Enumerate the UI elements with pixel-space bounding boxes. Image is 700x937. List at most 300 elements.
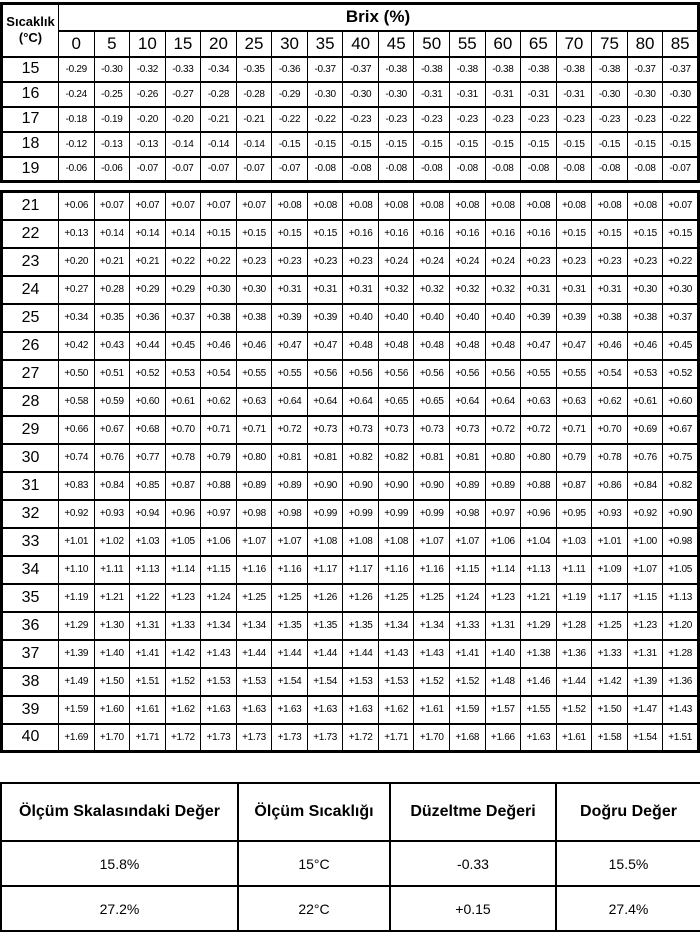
correction-value-cell: -0.30 (627, 82, 663, 107)
correction-value-cell: +1.46 (521, 668, 557, 696)
table-row (2, 556, 699, 584)
correction-value-cell: -0.28 (236, 82, 272, 107)
correction-value-cell: +1.40 (485, 640, 521, 668)
brix-correction-table-lower (0, 190, 700, 753)
correction-value-cell: +1.23 (627, 612, 663, 640)
correction-value-cell: +0.81 (450, 444, 486, 472)
temperature-cell: 27 (2, 360, 59, 388)
correction-value-cell: +1.25 (592, 612, 628, 640)
correction-value-cell: +0.66 (59, 416, 95, 444)
correction-value-cell: +1.49 (59, 668, 95, 696)
correction-value-cell: +0.55 (236, 360, 272, 388)
summary-column-header: Doğru Değer (556, 783, 700, 841)
correction-value-cell: +0.23 (521, 248, 557, 276)
correction-value-cell: +0.38 (201, 304, 237, 332)
correction-value-cell: +1.68 (450, 724, 486, 752)
correction-value-cell: +1.44 (236, 640, 272, 668)
temperature-column-header (2, 4, 59, 57)
correction-value-cell: +0.45 (663, 332, 699, 360)
correction-value-cell: +0.15 (307, 220, 343, 248)
summary-value-cell: 27.2% (1, 886, 238, 931)
correction-value-cell: -0.14 (165, 132, 201, 157)
correction-value-cell: +1.07 (414, 528, 450, 556)
table-row (2, 612, 699, 640)
correction-value-cell: +1.33 (592, 640, 628, 668)
temperature-header-line2: (°C) (18, 30, 43, 46)
summary-column-header: Ölçüm Skalasındaki Değer (1, 783, 238, 841)
correction-value-cell: +0.93 (592, 500, 628, 528)
correction-value-cell: -0.23 (343, 107, 379, 132)
correction-value-cell: +1.11 (556, 556, 592, 584)
correction-value-cell: +1.17 (343, 556, 379, 584)
correction-value-cell: -0.23 (450, 107, 486, 132)
correction-value-cell: -0.15 (556, 132, 592, 157)
correction-value-cell: -0.38 (592, 57, 628, 82)
correction-value-cell: +0.46 (627, 332, 663, 360)
correction-value-cell: +1.23 (485, 584, 521, 612)
correction-value-cell: +0.55 (556, 360, 592, 388)
correction-value-cell: -0.22 (663, 107, 699, 132)
correction-value-cell: +0.31 (272, 276, 308, 304)
temperature-cell: 17 (2, 107, 59, 132)
correction-value-cell: +1.73 (201, 724, 237, 752)
correction-value-cell: +0.79 (201, 444, 237, 472)
correction-value-cell: -0.33 (165, 57, 201, 82)
correction-value-cell: +1.07 (627, 556, 663, 584)
correction-value-cell: +0.47 (272, 332, 308, 360)
correction-value-cell: +0.93 (94, 500, 130, 528)
correction-value-cell: -0.31 (450, 82, 486, 107)
correction-value-cell: +1.71 (378, 724, 414, 752)
correction-value-cell: +1.34 (236, 612, 272, 640)
correction-value-cell: +0.48 (485, 332, 521, 360)
correction-value-cell: -0.15 (450, 132, 486, 157)
correction-value-cell: -0.31 (556, 82, 592, 107)
correction-value-cell: +0.31 (556, 276, 592, 304)
correction-value-cell: +1.34 (378, 612, 414, 640)
correction-value-cell: +0.89 (272, 472, 308, 500)
correction-value-cell: -0.13 (130, 132, 166, 157)
correction-value-cell: -0.15 (521, 132, 557, 157)
correction-value-cell: +1.24 (450, 584, 486, 612)
correction-value-cell: +0.48 (414, 332, 450, 360)
correction-value-cell: +1.20 (663, 612, 699, 640)
correction-value-cell: +0.76 (627, 444, 663, 472)
correction-value-cell: +0.31 (307, 276, 343, 304)
correction-value-cell: +1.31 (130, 612, 166, 640)
correction-value-cell: +1.71 (130, 724, 166, 752)
correction-value-cell: +0.07 (165, 192, 201, 220)
correction-value-cell: +0.82 (663, 472, 699, 500)
summary-value-cell: 15°C (238, 841, 390, 886)
correction-value-cell: +0.08 (272, 192, 308, 220)
table-row (2, 82, 699, 107)
correction-value-cell: +1.55 (521, 696, 557, 724)
brix-column-header: 20 (201, 31, 237, 57)
correction-value-cell: +0.89 (236, 472, 272, 500)
correction-value-cell: +0.46 (236, 332, 272, 360)
correction-value-cell: +0.60 (663, 388, 699, 416)
correction-value-cell: +0.27 (59, 276, 95, 304)
correction-value-cell: +0.70 (592, 416, 628, 444)
correction-value-cell: +0.32 (450, 276, 486, 304)
correction-value-cell: +1.16 (272, 556, 308, 584)
correction-value-cell: +0.24 (414, 248, 450, 276)
correction-value-cell: +1.51 (663, 724, 699, 752)
correction-value-cell: +0.89 (485, 472, 521, 500)
correction-value-cell: +1.63 (307, 696, 343, 724)
correction-value-cell: +1.35 (272, 612, 308, 640)
correction-value-cell: -0.07 (165, 157, 201, 182)
correction-value-cell: -0.38 (556, 57, 592, 82)
correction-value-cell: +0.16 (378, 220, 414, 248)
table-row (2, 444, 699, 472)
correction-value-cell: +0.07 (663, 192, 699, 220)
table-header-row (2, 4, 699, 31)
correction-value-cell: +0.15 (627, 220, 663, 248)
summary-value-cell: 15.5% (556, 841, 700, 886)
correction-value-cell: +0.16 (450, 220, 486, 248)
correction-value-cell: +1.25 (378, 584, 414, 612)
correction-value-cell: +1.39 (59, 640, 95, 668)
correction-value-cell: -0.37 (663, 57, 699, 82)
table-row (2, 192, 699, 220)
brix-column-header: 15 (165, 31, 201, 57)
correction-value-cell: -0.06 (94, 157, 130, 182)
correction-value-cell: +1.62 (165, 696, 201, 724)
summary-row (1, 841, 700, 886)
correction-value-cell: +1.72 (165, 724, 201, 752)
example-summary-table (0, 782, 700, 932)
correction-value-cell: +0.45 (165, 332, 201, 360)
correction-value-cell: +1.14 (165, 556, 201, 584)
correction-value-cell: +0.20 (59, 248, 95, 276)
brix-correction-table-upper (0, 2, 700, 183)
table-row (2, 696, 699, 724)
correction-value-cell: +0.08 (343, 192, 379, 220)
correction-value-cell: +0.40 (450, 304, 486, 332)
correction-value-cell: +0.52 (130, 360, 166, 388)
correction-value-cell: +1.00 (627, 528, 663, 556)
correction-value-cell: +0.97 (485, 500, 521, 528)
correction-value-cell: +0.39 (272, 304, 308, 332)
correction-value-cell: +0.65 (414, 388, 450, 416)
correction-value-cell: +0.98 (272, 500, 308, 528)
correction-value-cell: +1.26 (343, 584, 379, 612)
correction-value-cell: +0.64 (307, 388, 343, 416)
correction-value-cell: +1.01 (59, 528, 95, 556)
table-row (2, 724, 699, 752)
correction-value-cell: +0.90 (307, 472, 343, 500)
correction-value-cell: +1.63 (236, 696, 272, 724)
correction-value-cell: +0.48 (450, 332, 486, 360)
correction-value-cell: -0.14 (236, 132, 272, 157)
correction-value-cell: +1.41 (450, 640, 486, 668)
correction-value-cell: +1.16 (378, 556, 414, 584)
correction-value-cell: +0.53 (165, 360, 201, 388)
correction-value-cell: -0.37 (307, 57, 343, 82)
correction-value-cell: -0.08 (343, 157, 379, 182)
correction-value-cell: -0.36 (272, 57, 308, 82)
correction-value-cell: -0.23 (592, 107, 628, 132)
correction-value-cell: +0.71 (201, 416, 237, 444)
correction-value-cell: +1.25 (272, 584, 308, 612)
correction-value-cell: +1.08 (378, 528, 414, 556)
correction-value-cell: -0.15 (307, 132, 343, 157)
correction-value-cell: -0.19 (94, 107, 130, 132)
correction-value-cell: +0.24 (378, 248, 414, 276)
correction-value-cell: +0.72 (485, 416, 521, 444)
table-row (2, 304, 699, 332)
correction-value-cell: +1.61 (414, 696, 450, 724)
correction-value-cell: +0.08 (378, 192, 414, 220)
correction-value-cell: +1.26 (307, 584, 343, 612)
temperature-cell: 40 (2, 724, 59, 752)
summary-value-cell: +0.15 (390, 886, 556, 931)
correction-value-cell: +0.23 (627, 248, 663, 276)
correction-value-cell: -0.23 (485, 107, 521, 132)
correction-value-cell: +0.15 (663, 220, 699, 248)
correction-value-cell: -0.15 (378, 132, 414, 157)
correction-value-cell: +0.69 (627, 416, 663, 444)
brix-column-header: 85 (663, 31, 699, 57)
correction-value-cell: +1.40 (94, 640, 130, 668)
correction-value-cell: -0.15 (414, 132, 450, 157)
brix-column-header: 5 (94, 31, 130, 57)
correction-value-cell: +1.17 (592, 584, 628, 612)
correction-value-cell: -0.20 (165, 107, 201, 132)
correction-value-cell: +0.23 (307, 248, 343, 276)
table-row (2, 472, 699, 500)
correction-value-cell: +1.53 (236, 668, 272, 696)
correction-value-cell: +0.14 (165, 220, 201, 248)
correction-value-cell: +0.39 (556, 304, 592, 332)
table-row (2, 332, 699, 360)
correction-value-cell: +0.29 (130, 276, 166, 304)
correction-value-cell: +0.56 (307, 360, 343, 388)
correction-value-cell: +1.28 (663, 640, 699, 668)
brix-column-header: 70 (556, 31, 592, 57)
correction-value-cell: +1.66 (485, 724, 521, 752)
brix-column-header: 80 (627, 31, 663, 57)
correction-value-cell: +0.55 (521, 360, 557, 388)
correction-value-cell: +1.15 (201, 556, 237, 584)
temperature-cell: 33 (2, 528, 59, 556)
correction-value-cell: +1.10 (59, 556, 95, 584)
correction-value-cell: +0.85 (130, 472, 166, 500)
summary-header-row (1, 783, 700, 841)
correction-value-cell: +1.53 (378, 668, 414, 696)
correction-value-cell: +0.31 (521, 276, 557, 304)
temperature-cell: 15 (2, 57, 59, 82)
correction-value-cell: +0.23 (592, 248, 628, 276)
correction-value-cell: +0.22 (201, 248, 237, 276)
table-row (2, 220, 699, 248)
brix-column-header: 60 (485, 31, 521, 57)
correction-value-cell: +0.61 (627, 388, 663, 416)
correction-value-cell: +0.47 (307, 332, 343, 360)
correction-value-cell: +0.46 (592, 332, 628, 360)
correction-value-cell: +1.33 (165, 612, 201, 640)
correction-value-cell: +0.40 (485, 304, 521, 332)
summary-row (1, 886, 700, 931)
correction-value-cell: +0.32 (414, 276, 450, 304)
correction-value-cell: +0.63 (236, 388, 272, 416)
correction-value-cell: +1.73 (272, 724, 308, 752)
brix-column-header: 0 (59, 31, 95, 57)
correction-value-cell: +0.55 (272, 360, 308, 388)
correction-value-cell: +0.08 (627, 192, 663, 220)
correction-value-cell: +0.62 (592, 388, 628, 416)
correction-value-cell: +0.15 (272, 220, 308, 248)
correction-value-cell: +1.19 (556, 584, 592, 612)
correction-value-cell: -0.30 (343, 82, 379, 107)
summary-value-cell: 22°C (238, 886, 390, 931)
correction-value-cell: +1.59 (59, 696, 95, 724)
correction-value-cell: -0.15 (343, 132, 379, 157)
correction-value-cell: +0.47 (521, 332, 557, 360)
correction-value-cell: +0.63 (521, 388, 557, 416)
correction-value-cell: +0.73 (343, 416, 379, 444)
correction-value-cell: +1.44 (556, 668, 592, 696)
correction-value-cell: +0.59 (94, 388, 130, 416)
temperature-cell: 23 (2, 248, 59, 276)
correction-value-cell: +1.52 (556, 696, 592, 724)
correction-value-cell: +1.53 (343, 668, 379, 696)
correction-value-cell: +0.40 (378, 304, 414, 332)
correction-value-cell: +0.38 (592, 304, 628, 332)
correction-value-cell: +0.21 (130, 248, 166, 276)
correction-value-cell: +0.23 (236, 248, 272, 276)
correction-value-cell: -0.08 (378, 157, 414, 182)
correction-value-cell: -0.23 (378, 107, 414, 132)
correction-value-cell: +1.15 (627, 584, 663, 612)
correction-value-cell: +0.07 (94, 192, 130, 220)
brix-column-header: 45 (378, 31, 414, 57)
correction-value-cell: +0.90 (663, 500, 699, 528)
table-row (2, 57, 699, 82)
correction-value-cell: +0.90 (378, 472, 414, 500)
correction-value-cell: -0.29 (272, 82, 308, 107)
correction-value-cell: +1.70 (94, 724, 130, 752)
correction-value-cell: +0.08 (556, 192, 592, 220)
correction-value-cell: +0.23 (343, 248, 379, 276)
correction-value-cell: +1.52 (165, 668, 201, 696)
correction-value-cell: +1.73 (236, 724, 272, 752)
correction-value-cell: +0.87 (556, 472, 592, 500)
correction-value-cell: +1.35 (307, 612, 343, 640)
correction-value-cell: +0.06 (59, 192, 95, 220)
correction-value-cell: +0.96 (521, 500, 557, 528)
correction-value-cell: -0.38 (521, 57, 557, 82)
correction-value-cell: +0.21 (94, 248, 130, 276)
summary-column-header: Düzeltme Değeri (390, 783, 556, 841)
brix-column-header: 10 (130, 31, 166, 57)
correction-value-cell: +1.38 (521, 640, 557, 668)
correction-value-cell: +1.16 (236, 556, 272, 584)
correction-value-cell: +1.03 (130, 528, 166, 556)
correction-value-cell: +1.05 (165, 528, 201, 556)
correction-value-cell: +1.51 (130, 668, 166, 696)
temperature-cell: 36 (2, 612, 59, 640)
correction-value-cell: +0.92 (627, 500, 663, 528)
correction-value-cell: +1.69 (59, 724, 95, 752)
correction-value-cell: +0.83 (59, 472, 95, 500)
brix-column-header: 65 (521, 31, 557, 57)
correction-value-cell: -0.20 (130, 107, 166, 132)
temperature-cell: 24 (2, 276, 59, 304)
correction-value-cell: -0.30 (94, 57, 130, 82)
correction-value-cell: +1.30 (94, 612, 130, 640)
correction-value-cell: +0.07 (130, 192, 166, 220)
correction-value-cell: +1.47 (627, 696, 663, 724)
correction-value-cell: +1.36 (556, 640, 592, 668)
correction-value-cell: -0.15 (663, 132, 699, 157)
temperature-cell: 25 (2, 304, 59, 332)
correction-value-cell: +1.60 (94, 696, 130, 724)
correction-value-cell: +0.54 (201, 360, 237, 388)
correction-value-cell: +0.64 (485, 388, 521, 416)
correction-value-cell: +0.47 (556, 332, 592, 360)
correction-value-cell: +0.99 (307, 500, 343, 528)
correction-value-cell: +0.82 (378, 444, 414, 472)
correction-value-cell: +1.73 (307, 724, 343, 752)
correction-value-cell: -0.37 (343, 57, 379, 82)
correction-value-cell: +0.84 (627, 472, 663, 500)
correction-value-cell: +1.28 (556, 612, 592, 640)
brix-column-header: 35 (307, 31, 343, 57)
correction-value-cell: +0.68 (130, 416, 166, 444)
correction-value-cell: +0.88 (521, 472, 557, 500)
correction-value-cell: +1.58 (592, 724, 628, 752)
correction-value-cell: -0.15 (485, 132, 521, 157)
correction-value-cell: -0.07 (236, 157, 272, 182)
correction-value-cell: +0.16 (414, 220, 450, 248)
summary-value-cell: -0.33 (390, 841, 556, 886)
correction-value-cell: +0.97 (201, 500, 237, 528)
correction-value-cell: +1.29 (59, 612, 95, 640)
correction-value-cell: +0.08 (414, 192, 450, 220)
correction-value-cell: +1.05 (663, 556, 699, 584)
table-row (2, 248, 699, 276)
correction-value-cell: +1.07 (450, 528, 486, 556)
correction-value-cell: +1.31 (627, 640, 663, 668)
summary-section-gap (0, 753, 700, 782)
brix-column-header: 75 (592, 31, 628, 57)
correction-value-cell: +0.39 (307, 304, 343, 332)
temperature-cell: 34 (2, 556, 59, 584)
correction-value-cell: +1.42 (165, 640, 201, 668)
correction-value-cell: +1.61 (130, 696, 166, 724)
table-row (2, 107, 699, 132)
brix-column-header: 30 (272, 31, 308, 57)
correction-value-cell: +0.56 (343, 360, 379, 388)
correction-value-cell: +0.48 (378, 332, 414, 360)
temperature-header-line1: Sıcaklık (6, 14, 55, 29)
brix-column-headers-row (2, 31, 699, 57)
correction-value-cell: -0.37 (627, 57, 663, 82)
correction-value-cell: +1.70 (414, 724, 450, 752)
correction-value-cell: +0.34 (59, 304, 95, 332)
summary-value-cell: 15.8% (1, 841, 238, 886)
correction-value-cell: +0.40 (343, 304, 379, 332)
temperature-cell: 32 (2, 500, 59, 528)
correction-value-cell: +0.23 (272, 248, 308, 276)
correction-value-cell: +0.38 (236, 304, 272, 332)
correction-value-cell: +0.60 (130, 388, 166, 416)
temperature-cell: 30 (2, 444, 59, 472)
correction-value-cell: +0.64 (343, 388, 379, 416)
